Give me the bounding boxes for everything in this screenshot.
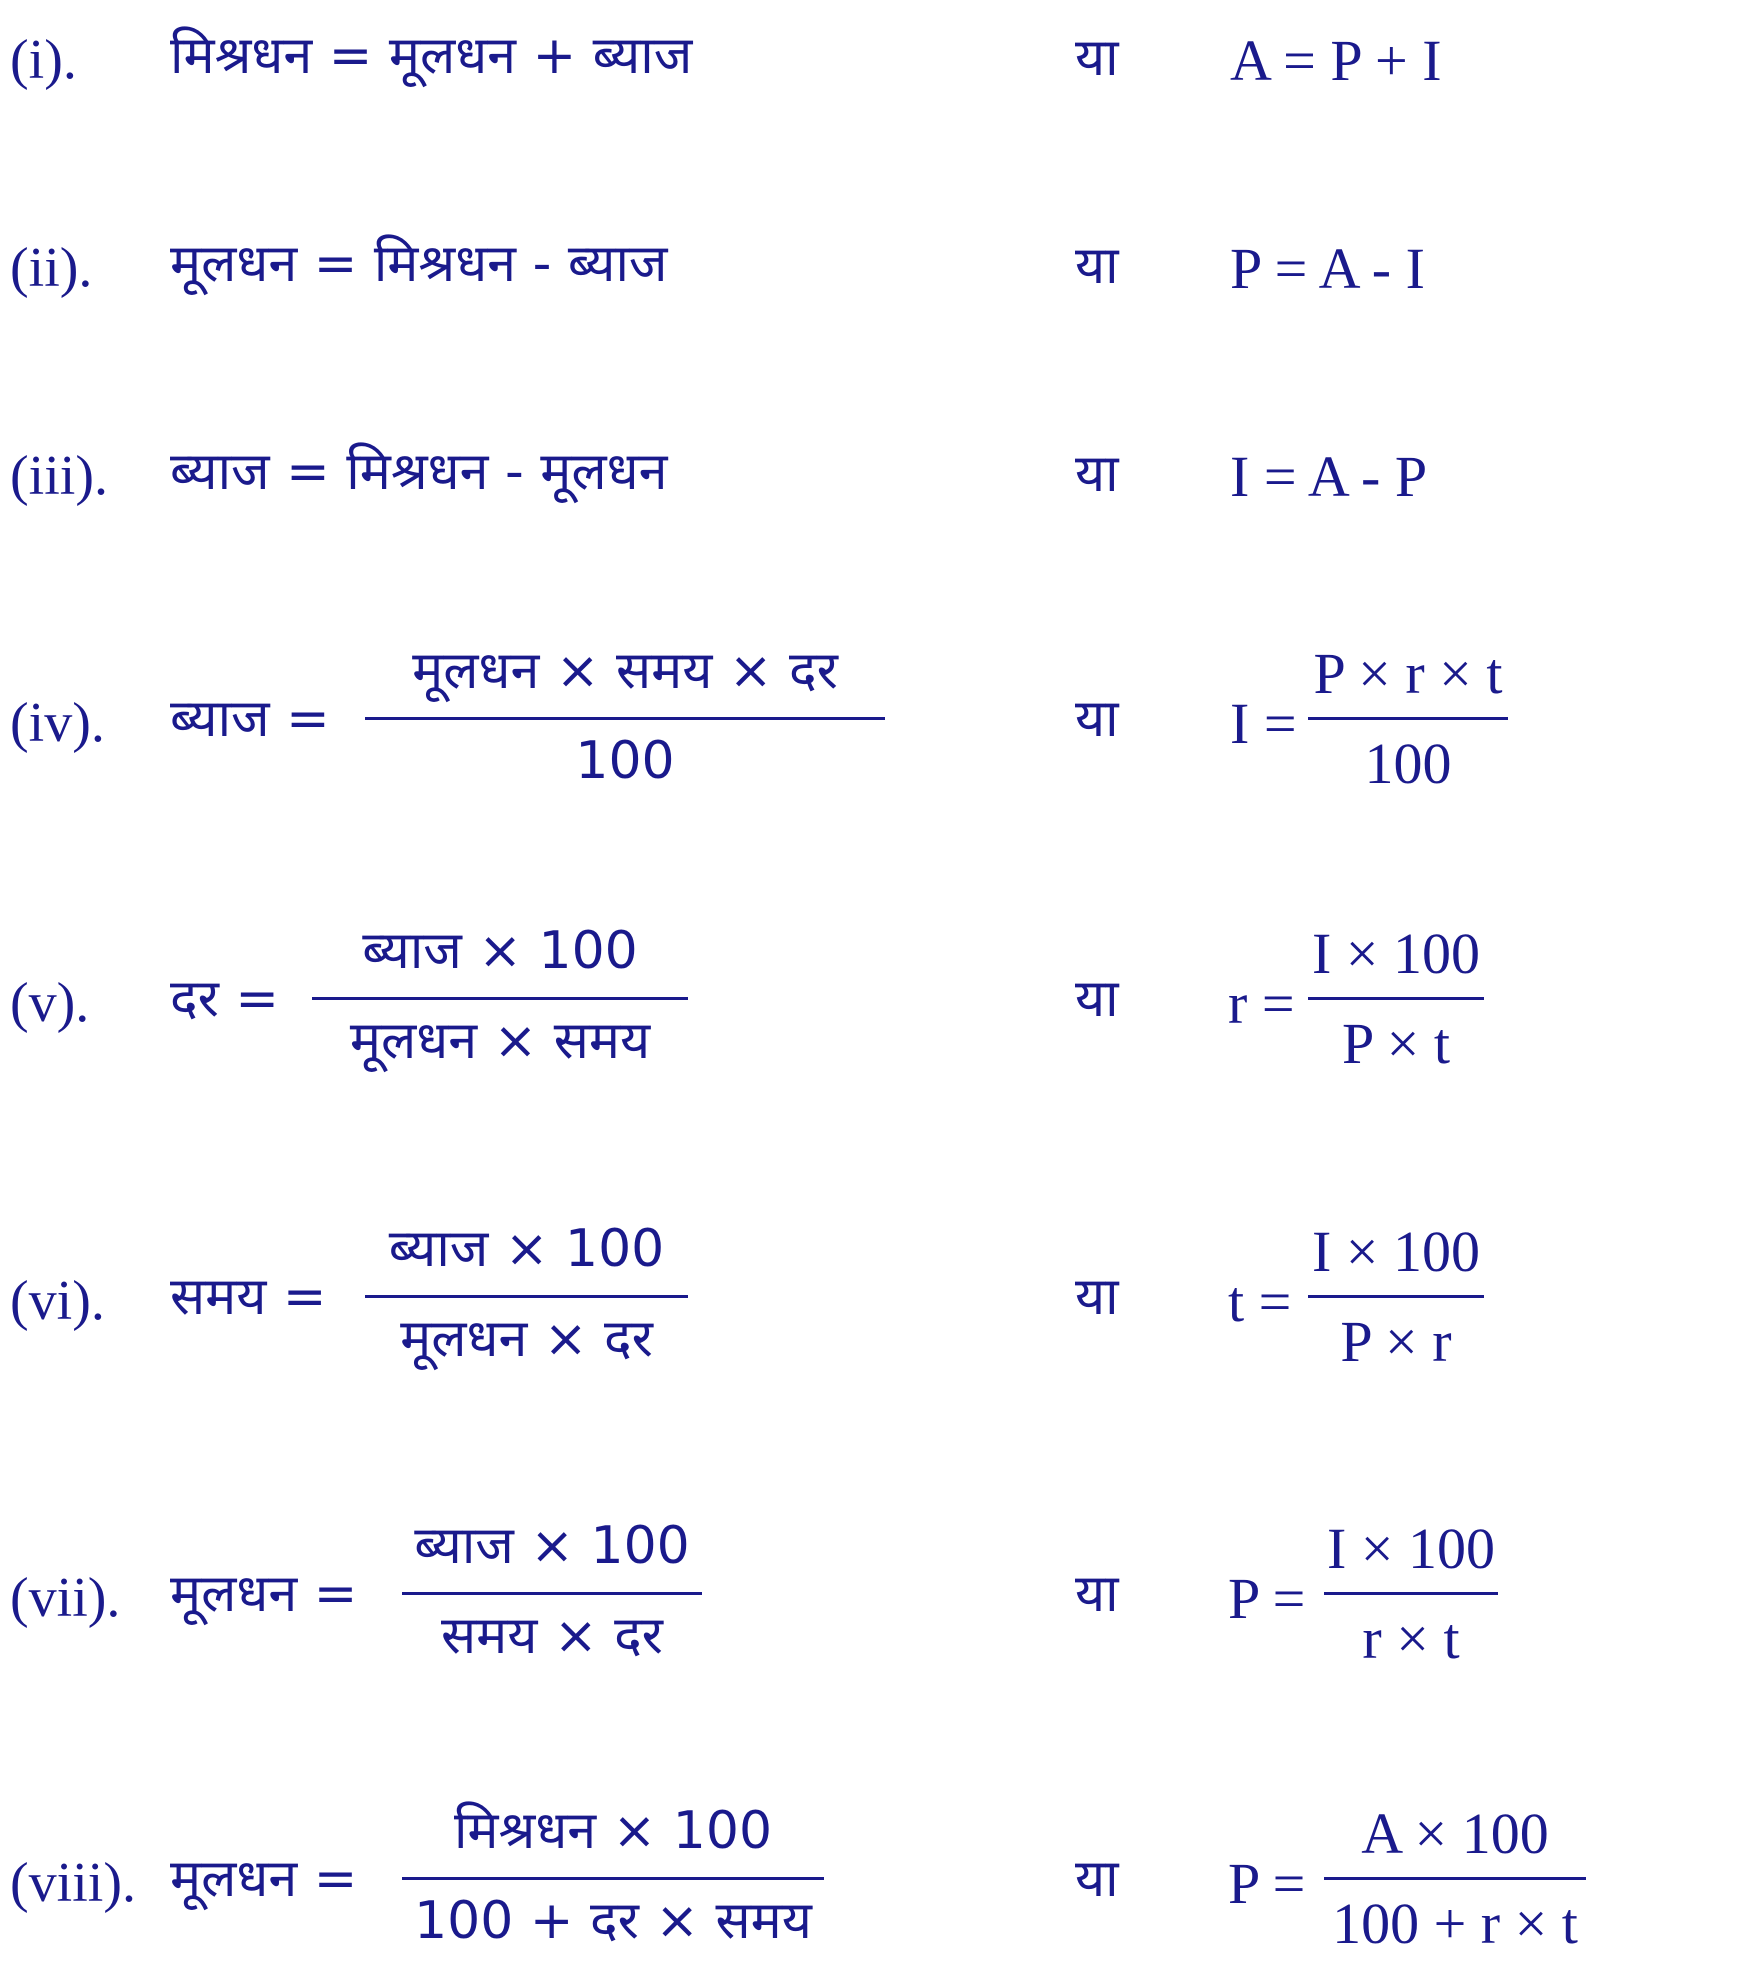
row-number: (viii). xyxy=(10,1852,136,1914)
fraction-numerator: मिश्रधन × 100 xyxy=(453,1801,773,1861)
formula-label: समय = xyxy=(170,1267,327,1327)
fraction-bar xyxy=(365,717,885,720)
fraction-denominator: 100 + दर × समय xyxy=(414,1891,812,1951)
row-number: (i). xyxy=(10,29,77,91)
formula-row-8 xyxy=(0,1795,1748,1961)
or-word: या xyxy=(1075,444,1119,504)
formula-row-1 xyxy=(0,20,1748,100)
fraction-denominator: 100 xyxy=(1364,731,1452,796)
fraction-numerator: I × 100 xyxy=(1326,1516,1496,1581)
or-word: या xyxy=(1075,28,1119,88)
fraction-bar xyxy=(1308,717,1508,720)
symbol-formula: P = A - I xyxy=(1230,236,1425,301)
fraction-bar xyxy=(312,997,688,1000)
row-number: (iv). xyxy=(10,692,105,754)
fraction-denominator: मूलधन × समय xyxy=(349,1011,651,1071)
formula-row-6 xyxy=(0,1213,1748,1383)
row-number: (v). xyxy=(10,972,90,1034)
formula-row-2 xyxy=(0,228,1748,308)
fraction-bar xyxy=(402,1592,702,1595)
fraction-denominator: समय × दर xyxy=(441,1606,663,1666)
fraction-bar xyxy=(1308,997,1484,1000)
fraction-numerator: A × 100 xyxy=(1361,1801,1549,1866)
fraction-bar xyxy=(1324,1592,1498,1595)
fraction-denominator: मूलधन × दर xyxy=(400,1309,653,1369)
or-word: या xyxy=(1075,1564,1119,1624)
fraction-denominator: P × r xyxy=(1340,1309,1452,1374)
row-number: (vi). xyxy=(10,1270,105,1332)
fraction-denominator: 100 + r × t xyxy=(1332,1891,1578,1956)
formula-label: मूलधन = xyxy=(170,1564,358,1624)
formula-row-4 xyxy=(0,635,1748,805)
hindi-formula: ब्याज = मिश्रधन - मूलधन xyxy=(170,442,668,502)
row-number: (ii). xyxy=(10,237,93,299)
fraction-numerator: ब्याज × 100 xyxy=(388,1219,665,1279)
fraction-denominator: r × t xyxy=(1362,1606,1460,1671)
or-word: या xyxy=(1075,969,1119,1029)
formula-label: I = xyxy=(1230,691,1297,756)
fraction-denominator: P × t xyxy=(1342,1011,1450,1076)
formula-label: P = xyxy=(1228,1851,1306,1916)
fraction-bar xyxy=(1308,1295,1484,1298)
hindi-formula: मिश्रधन = मूलधन + ब्याज xyxy=(170,26,693,86)
formula-label: दर = xyxy=(170,969,279,1029)
formula-label: ब्याज = xyxy=(170,689,330,749)
fraction-numerator: ब्याज × 100 xyxy=(414,1516,690,1576)
fraction-numerator: I × 100 xyxy=(1311,921,1481,986)
or-word: या xyxy=(1075,1267,1119,1327)
fraction-denominator: 100 xyxy=(575,731,675,791)
fraction-numerator: मूलधन × समय × दर xyxy=(412,641,838,701)
fraction-numerator: P × r × t xyxy=(1313,641,1503,706)
formula-row-3 xyxy=(0,436,1748,516)
formula-label: r = xyxy=(1228,971,1295,1036)
row-number: (vii). xyxy=(10,1567,121,1629)
formula-label: t = xyxy=(1228,1269,1292,1334)
or-word: या xyxy=(1075,1849,1119,1909)
row-number: (iii). xyxy=(10,445,108,507)
fraction-numerator: ब्याज × 100 xyxy=(362,921,638,981)
fraction-bar xyxy=(365,1295,688,1298)
hindi-formula: मूलधन = मिश्रधन - ब्याज xyxy=(170,234,668,294)
fraction-bar xyxy=(402,1877,824,1880)
fraction-bar xyxy=(1324,1877,1586,1880)
formula-row-7 xyxy=(0,1510,1748,1680)
formula-label: P = xyxy=(1228,1566,1306,1631)
or-word: या xyxy=(1075,236,1119,296)
formula-row-5 xyxy=(0,915,1748,1085)
symbol-formula: I = A - P xyxy=(1230,444,1428,509)
formula-label: मूलधन = xyxy=(170,1849,358,1909)
or-word: या xyxy=(1075,689,1119,749)
fraction-numerator: I × 100 xyxy=(1311,1219,1481,1284)
symbol-formula: A = P + I xyxy=(1230,28,1442,93)
